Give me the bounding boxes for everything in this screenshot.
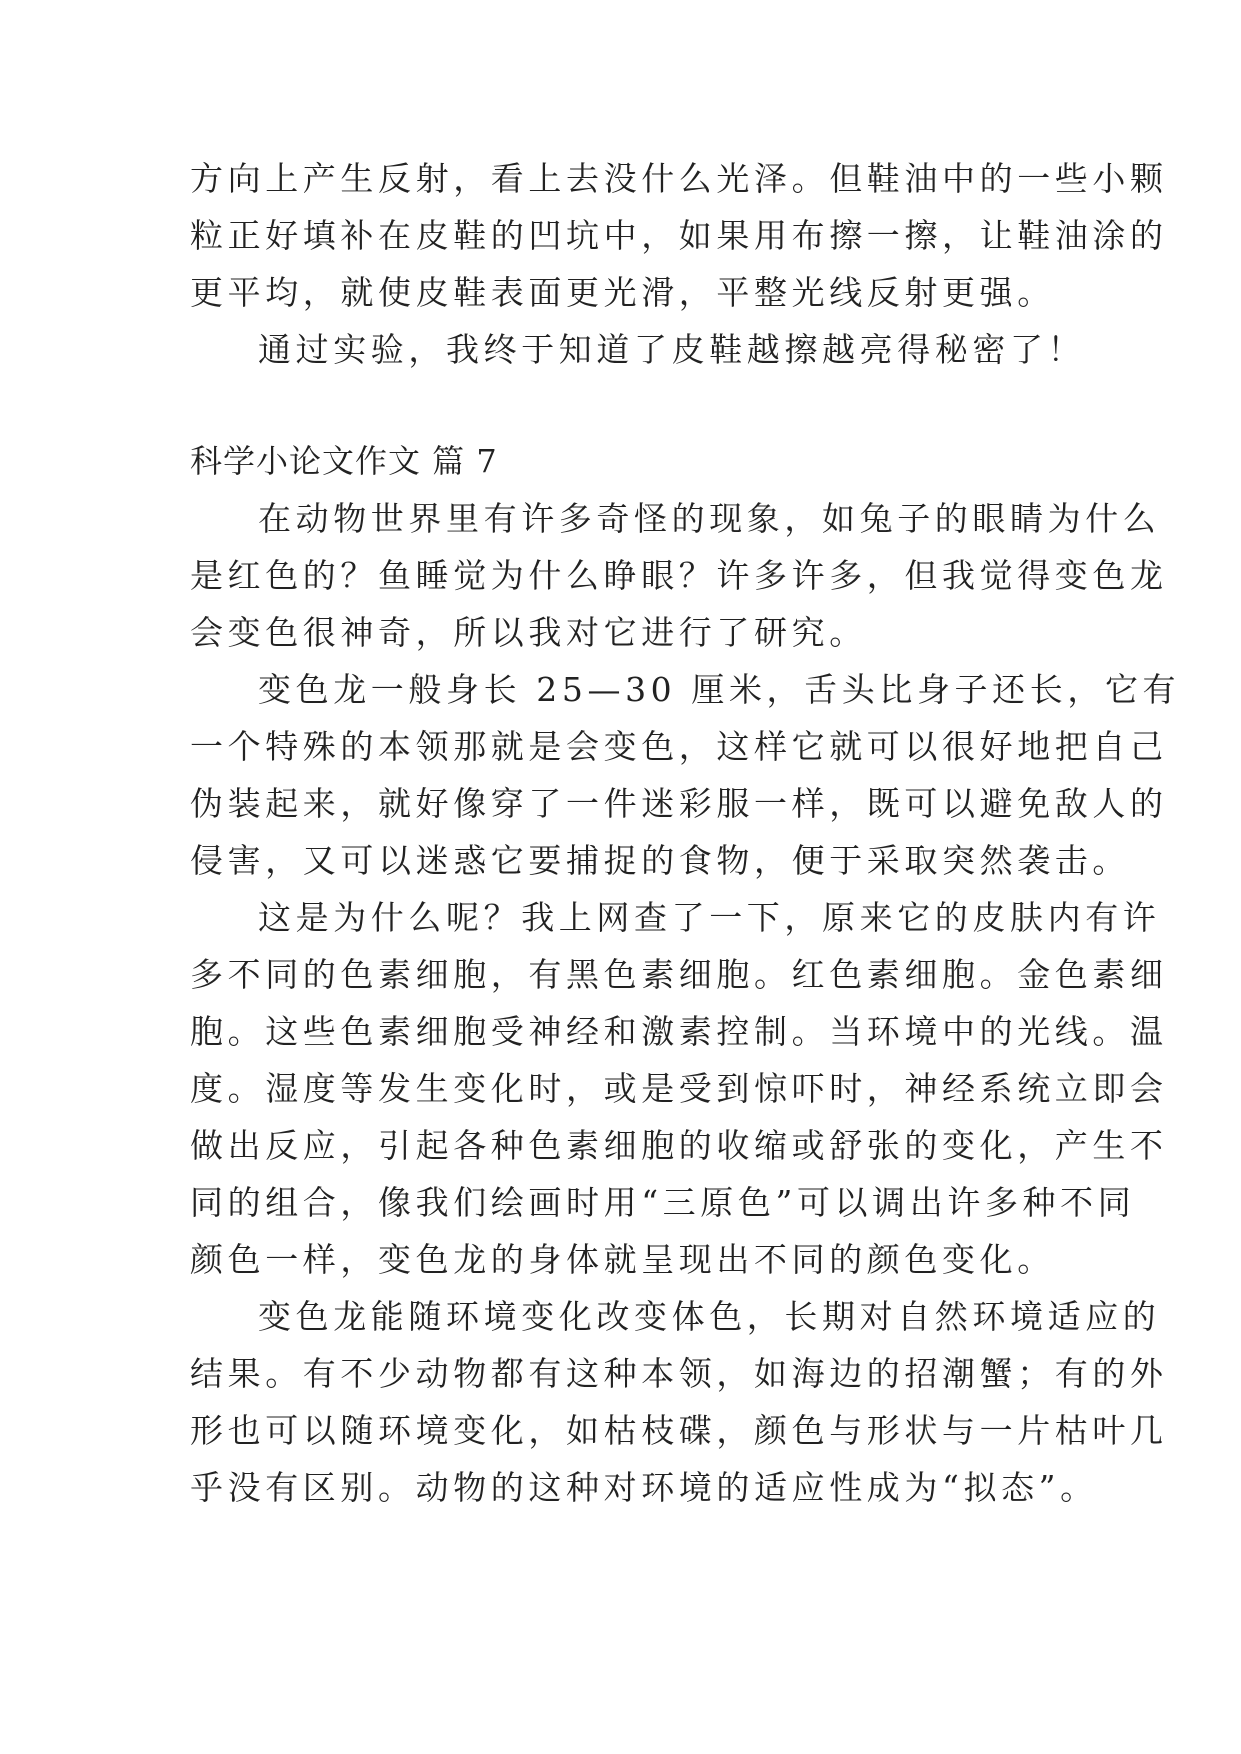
text-line: 通过实验，我终于知道了皮鞋越擦越亮得秘密了！ [258, 330, 1086, 369]
text-line: 度。湿度等发生变化时，或是受到惊吓时，神经系统立即会 [190, 1069, 1168, 1108]
text-line: 这是为什么呢？我上网查了一下，原来它的皮肤内有许 [258, 898, 1161, 937]
text-line: 多不同的色素细胞，有黑色素细胞。红色素细胞。金色素细 [190, 955, 1168, 994]
section-heading: 科学小论文作文 篇 7 [190, 442, 498, 480]
text-line: 形也可以随环境变化，如枯枝碟，颜色与形状与一片枯叶几 [190, 1411, 1168, 1450]
text-line: 一个特殊的本领那就是会变色，这样它就可以很好地把自己 [190, 727, 1168, 766]
text-line: 粒正好填补在皮鞋的凹坑中，如果用布擦一擦，让鞋油涂的 [190, 216, 1168, 255]
paragraph-intro [190, 490, 1168, 661]
section-gap [190, 378, 1050, 433]
text-line: 同的组合，像我们绘画时用“三原色”可以调出许多种不同 [190, 1183, 1136, 1222]
text-line: 结果。有不少动物都有这种本领，如海边的招潮蟹；有的外 [190, 1354, 1168, 1393]
text-line: 侵害，又可以迷惑它要捕捉的食物，便于采取突然袭击。 [190, 841, 1130, 880]
text-line: 是红色的？鱼睡觉为什么睁眼？许多许多，但我觉得变色龙 [190, 556, 1168, 595]
text-line: 方向上产生反射，看上去没什么光泽。但鞋油中的一些小颗 [190, 159, 1168, 198]
text-line: 在动物世界里有许多奇怪的现象，如兔子的眼睛为什么 [258, 499, 1161, 538]
text-line: 变色龙一般身长 25—30 厘米，舌头比身子还长，它有 [258, 670, 1181, 709]
text-line: 乎没有区别。动物的这种对环境的适应性成为“拟态”。 [190, 1468, 1098, 1507]
text-line: 会变色很神奇，所以我对它进行了研究。 [190, 613, 867, 652]
text-line: 胞。这些色素细胞受神经和激素控制。当环境中的光线。温 [190, 1012, 1168, 1051]
paragraph-conclusion [190, 321, 1086, 378]
paragraph-color-cells [190, 889, 1168, 1288]
paragraph-chameleon-description [190, 661, 1181, 889]
text-line: 伪装起来，就好像穿了一件迷彩服一样，既可以避免敌人的 [190, 784, 1168, 823]
paragraph-shoe-polish-end [190, 150, 1168, 321]
text-line: 更平均，就使皮鞋表面更光滑，平整光线反射更强。 [190, 273, 1055, 312]
text-line: 变色龙能随环境变化改变体色，长期对自然环境适应的 [258, 1297, 1161, 1336]
paragraph-mimicry [190, 1288, 1168, 1516]
text-line: 颜色一样，变色龙的身体就呈现出不同的颜色变化。 [190, 1240, 1055, 1279]
page-content [190, 150, 1181, 1516]
text-line: 做出反应，引起各种色素细胞的收缩或舒张的变化，产生不 [190, 1126, 1168, 1165]
